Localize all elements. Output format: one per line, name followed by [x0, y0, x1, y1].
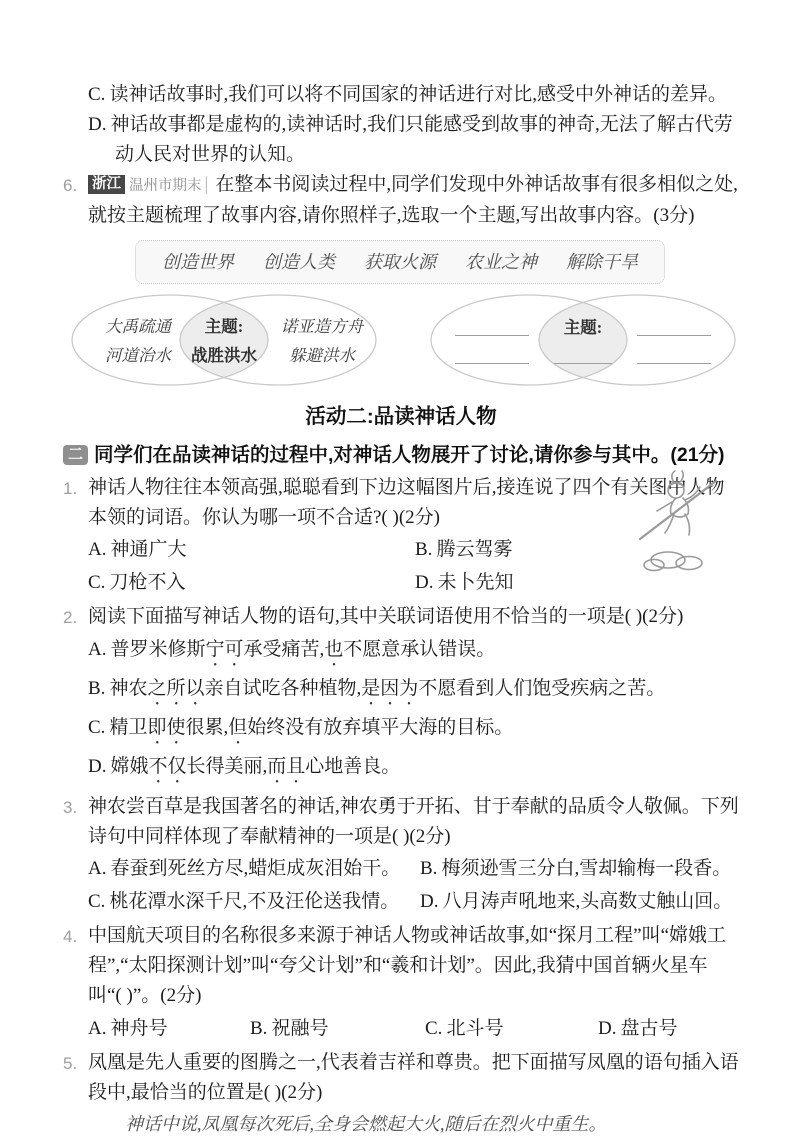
option-text: 读神话故事时,我们可以将不同国家的神话进行对比,感受中外神话的差异。: [109, 84, 727, 105]
section-intro-text: 同学们在品读神话的过程中,对神话人物展开了讨论,请你参与其中。(21分): [94, 444, 725, 466]
venn-diagrams-row: [63, 293, 739, 388]
options-grid: [88, 854, 739, 917]
question-4: [63, 921, 739, 1044]
option-a: A. 神舟号: [88, 1018, 168, 1039]
word-bank-item: 创造人类: [263, 252, 335, 272]
question-3: [63, 792, 739, 917]
option-label: D.: [88, 114, 107, 135]
question-number: 6.: [63, 176, 78, 195]
question-body: [88, 792, 739, 917]
word-bank-item: 获取火源: [364, 252, 436, 272]
option-a: A. 春蚕到死丝方尽,蜡炬成灰泪始干。: [88, 858, 401, 879]
question-number: 4.: [63, 927, 78, 946]
question-text: 凤凰是先人重要的图腾之一,代表着吉祥和尊贵。把下面描写凤凰的语句插入语段中,最恰当的位置是( )(2分): [88, 1052, 739, 1103]
section-number-badge: 二: [63, 445, 88, 465]
venn-theme: 主题: 战胜洪水: [191, 317, 257, 365]
word-bank-item: 解除干旱: [566, 252, 638, 272]
venn-theme-label: 主题:: [563, 318, 603, 337]
answer-blank: [455, 363, 529, 364]
option-b: B. 祝融号: [250, 1018, 329, 1039]
options-row: [88, 1014, 739, 1044]
question-text: 阅读下面描写神话人物的语句,其中关联词语使用不恰当的一项是( )(2分): [88, 606, 684, 627]
question-2: [63, 602, 739, 788]
option-d: D. 未卜先知: [415, 572, 514, 593]
phoenix-sentence: 神话中说,凤凰每次死后,全身会燃起大火,随后在烈火中重生。: [125, 1114, 607, 1134]
option-b: B. 神农之所以亲自试吃各种植物,是因为不愿看到人们饱受疾病之苦。: [88, 678, 666, 699]
monkey-king-illustration: [628, 467, 730, 577]
activity2-heading: 活动二:品读神话人物: [305, 405, 497, 428]
option-c: C. 桃花潭水深千尺,不及汪伦送我情。: [88, 891, 400, 912]
venn-left-story: 大禹疏通 河道治水: [105, 317, 171, 365]
question-text: 中国航天项目的名称很多来源于神话人物或神话故事,如“探月工程”叫“嫦娥工程”,“太阳探测计划”叫“夸父计划”和“羲和计划”。因此,我猜中国首辆火星车叫“( )”。(2分): [88, 925, 727, 1006]
emphasized-conjunction: 之所以: [147, 678, 205, 699]
option-d: D. 嫦娥不仅长得美丽,而且心地善良。: [88, 756, 401, 777]
emphasized-conjunction: 不仅: [148, 756, 187, 777]
theme-word-bank: [135, 240, 665, 284]
emphasized-conjunction: 而且: [267, 756, 306, 777]
emphasized-conjunction: 也: [324, 639, 344, 660]
option-a: A. 普罗米修斯宁可承受痛苦,也不愿意承认错误。: [88, 639, 496, 660]
question-body: [88, 170, 739, 231]
emphasized-conjunction: 但: [228, 717, 248, 738]
option-d: D. 盘古号: [598, 1018, 678, 1039]
venn-right-story: 诺亚造方舟 躲避洪水: [280, 317, 364, 365]
emphasized-conjunction: 宁可: [205, 639, 244, 660]
option-c: C. 精卫即使很累,但始终没有放弃填平大海的目标。: [88, 717, 514, 738]
option-text: 神话故事都是虚构的,读神话时,我们只能感受到故事的神奇,无法了解古代劳动人民对世界的认知。: [110, 114, 733, 165]
question-6: [63, 170, 739, 231]
question-number: 5.: [63, 1054, 78, 1073]
option-label: C.: [88, 84, 106, 105]
exam-source-tag: 温州市期末: [129, 178, 202, 194]
answer-blank: [455, 335, 529, 336]
option-b: B. 梅须逊雪三分白,雪却输梅一段香。: [420, 858, 732, 879]
emphasized-conjunction: 是因为: [361, 678, 419, 699]
venn-example: [68, 293, 380, 388]
prev-option-c: [63, 80, 739, 110]
option-d: D. 八月涛声吼地来,头高数丈触山回。: [420, 891, 733, 912]
question-body: [88, 602, 739, 788]
word-bank-item: 创造世界: [162, 252, 234, 272]
question-body: [88, 921, 739, 1044]
question-body: [88, 1048, 739, 1139]
word-bank-item: 农业之神: [465, 252, 537, 272]
province-tag: 浙江: [88, 175, 125, 194]
answer-blank: [554, 363, 612, 364]
option-c: C. 刀枪不入: [88, 572, 186, 593]
answer-blank: [637, 363, 711, 364]
option-a: A. 神通广大: [88, 539, 187, 560]
question-number: 1.: [63, 479, 78, 498]
venn-blank: [427, 293, 739, 388]
question-number: 3.: [63, 798, 78, 817]
question-number: 2.: [63, 608, 78, 627]
question-5: [63, 1048, 739, 1139]
question-text: 在整本书阅读过程中,同学们发现中外神话故事有很多相似之处,就按主题梳理了故事内容,请你照样子,选取一个主题,写出故事内容。(3分): [88, 174, 738, 226]
option-c: C. 北斗号: [425, 1018, 504, 1039]
question-text: 神话人物往往本领高强,聪聪看到下边这幅图片后,接连说了四个有关图中人物本领的词语。你认为哪一项不合适?( )(2分): [88, 477, 725, 528]
question-text: 神农尝百草是我国著名的神话,神农勇于开拓、甘于奉献的品质令人敬佩。下列诗句中同样体现了奉献精神的一项是( )(2分): [88, 796, 739, 847]
section-two-intro: [63, 440, 739, 470]
emphasized-conjunction: 即使: [147, 717, 186, 738]
option-b: B. 腾云驾雾: [415, 539, 513, 560]
tag-separator: |: [204, 174, 209, 195]
answer-blank: [637, 335, 711, 336]
prev-option-d: [63, 110, 739, 170]
